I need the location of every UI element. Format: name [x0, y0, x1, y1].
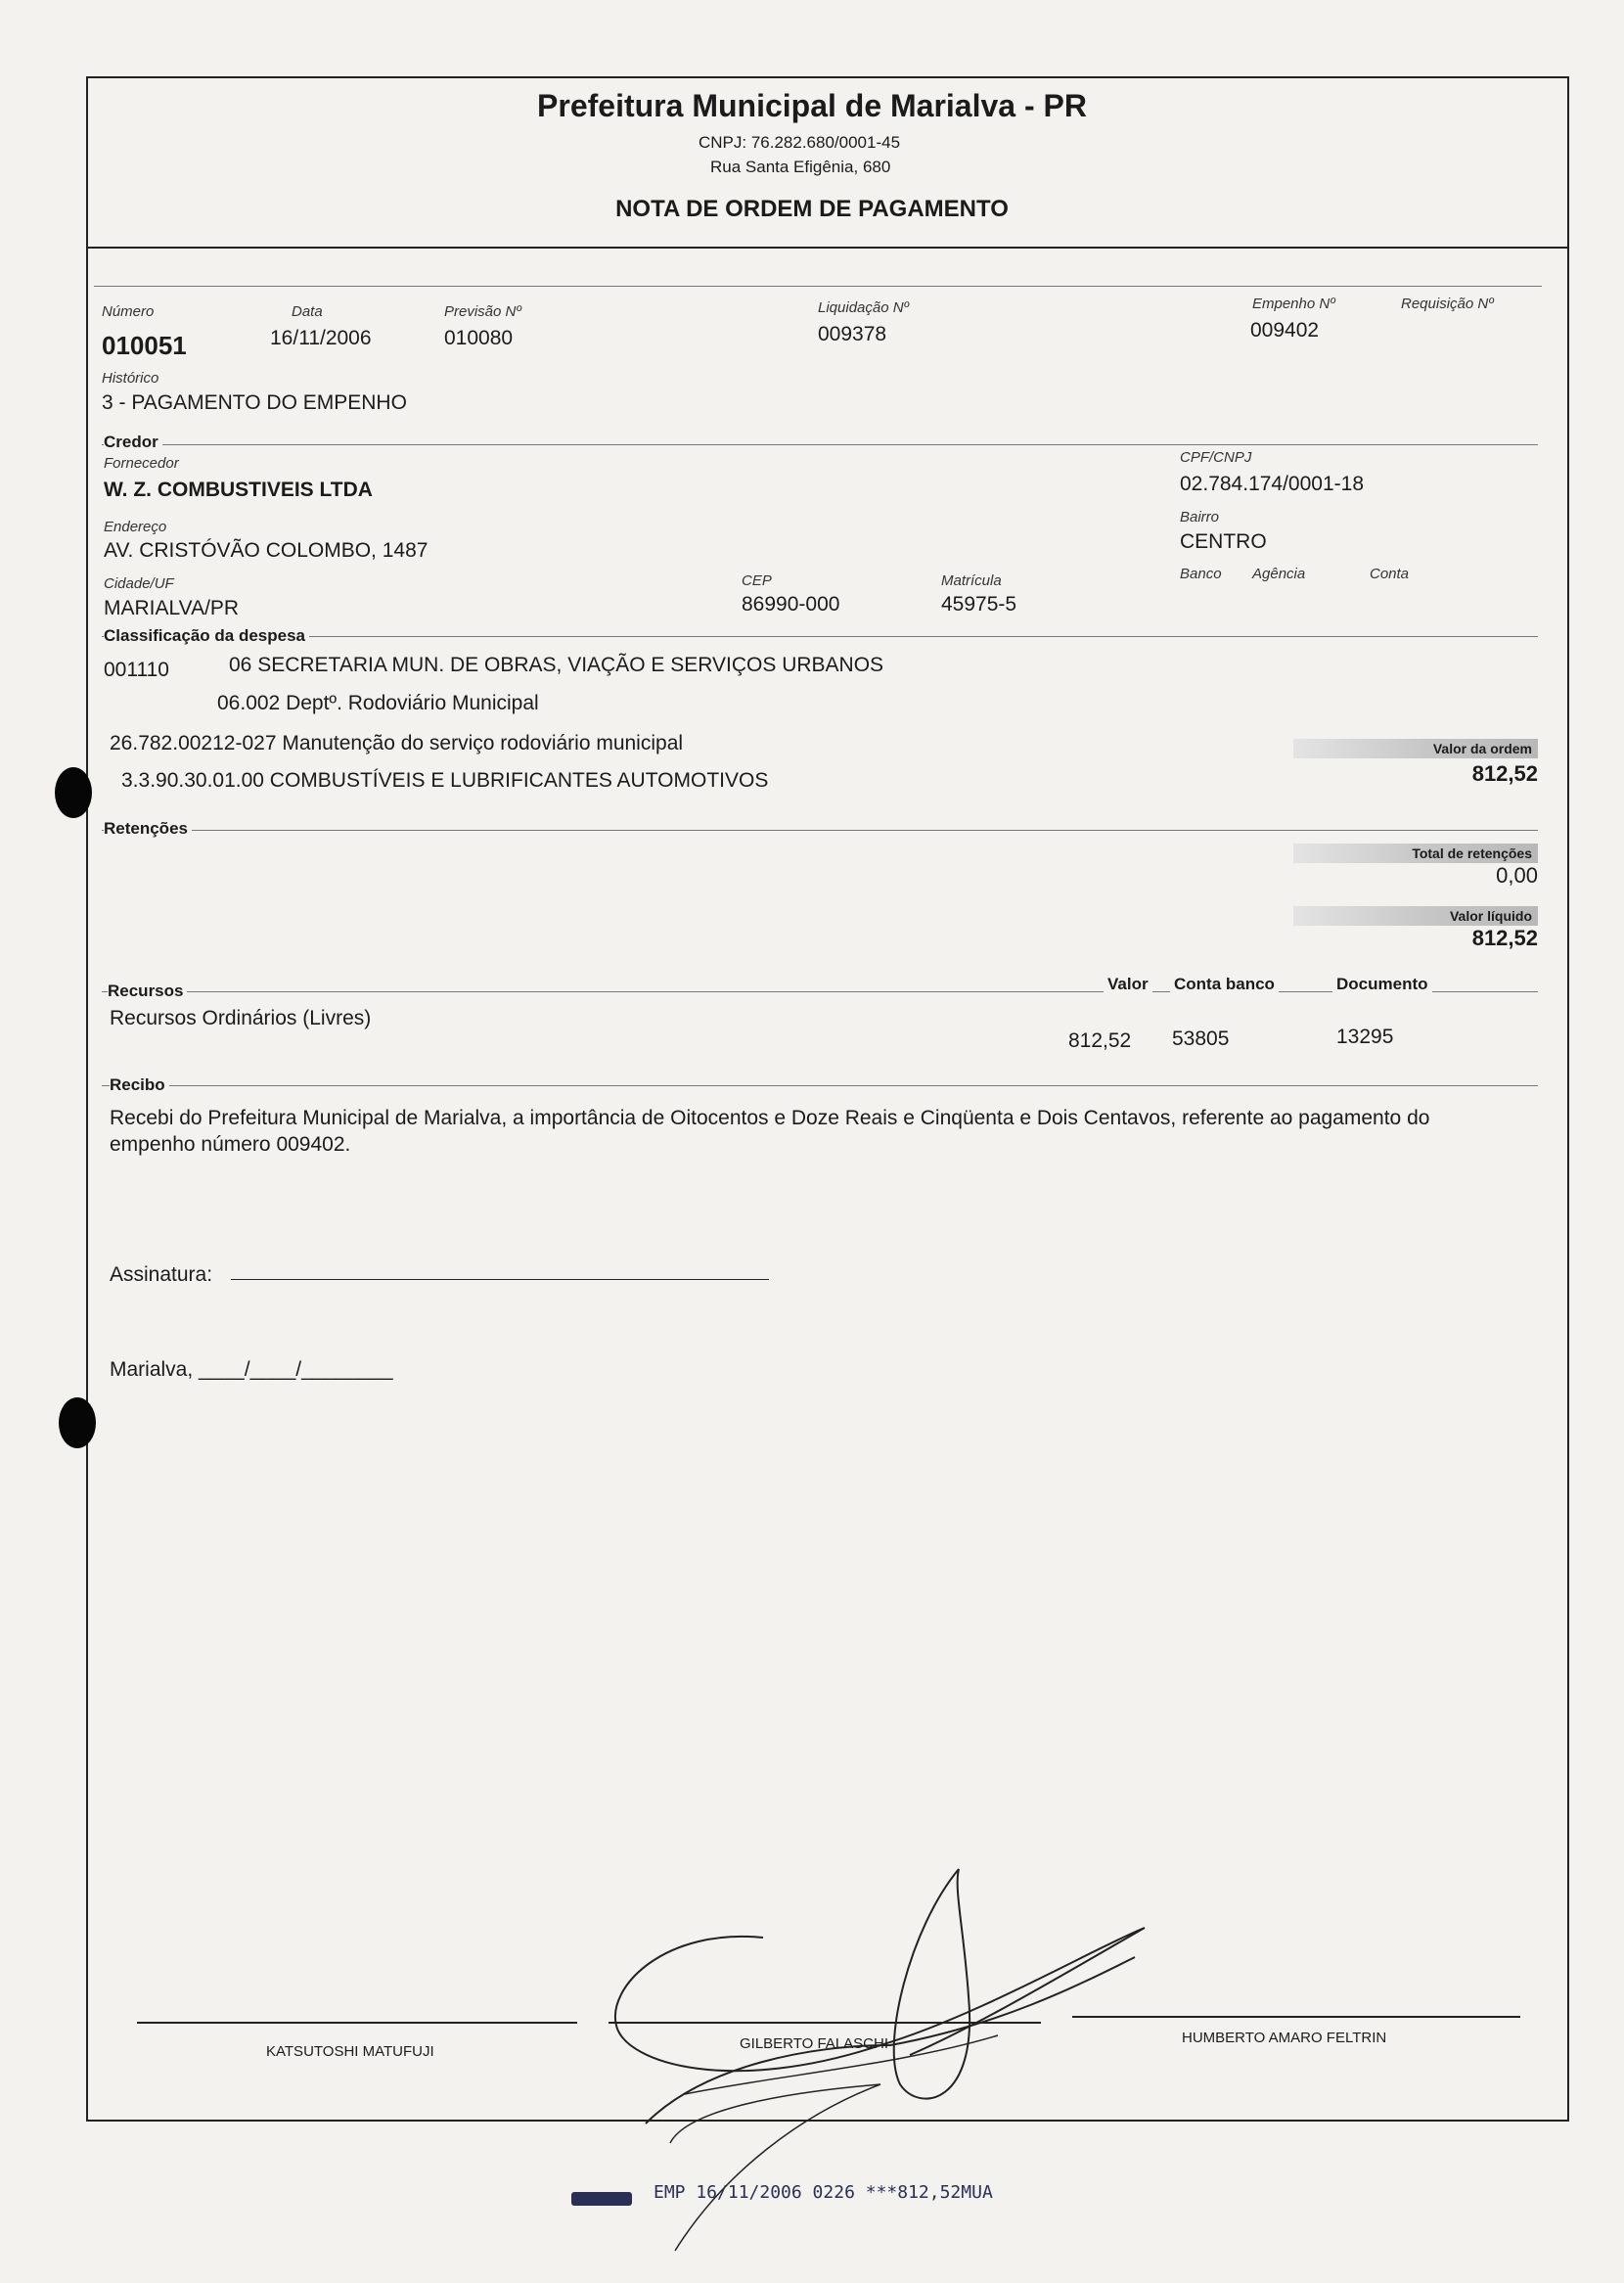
historico-value: 3 - PAGAMENTO DO EMPENHO	[102, 391, 407, 414]
signer-2: GILBERTO FALASCHI	[740, 2035, 888, 2052]
bairro-value: CENTRO	[1180, 530, 1267, 553]
signature-line-2	[609, 2022, 1041, 2024]
dept-text: 06.002 Deptº. Rodoviário Municipal	[217, 692, 539, 714]
fornecedor-label: Fornecedor	[104, 455, 179, 472]
signature-line-1	[137, 2022, 577, 2024]
data-label: Data	[292, 303, 323, 320]
assinatura-line	[231, 1279, 769, 1280]
endereco-value: AV. CRISTÓVÃO COLOMBO, 1487	[104, 539, 429, 562]
info-top-rule	[94, 286, 1542, 287]
secretaria-text: 06 SECRETARIA MUN. DE OBRAS, VIAÇÃO E SERVIÇOS URBANOS	[229, 654, 884, 676]
cpf-label: CPF/CNPJ	[1180, 449, 1252, 466]
cidade-label: Cidade/UF	[104, 575, 174, 592]
valor-ordem-value: 812,52	[1471, 761, 1538, 786]
bairro-label: Bairro	[1180, 509, 1220, 525]
credor-section: Credor	[104, 433, 162, 452]
punch-hole-bottom	[59, 1397, 96, 1448]
punch-hole-top	[55, 767, 92, 818]
matricula-label: Matrícula	[941, 572, 1002, 589]
signer-3: HUMBERTO AMARO FELTRIN	[1182, 2030, 1387, 2046]
matricula-value: 45975-5	[941, 593, 1017, 616]
empenho-label: Empenho Nº	[1252, 296, 1335, 312]
valor-liquido-value: 812,52	[1471, 926, 1538, 950]
recursos-valor-label: Valor	[1104, 975, 1152, 994]
endereco-label: Endereço	[104, 519, 167, 535]
cidade-value: MARIALVA/PR	[104, 597, 240, 619]
municipality-title: Prefeitura Municipal de Marialva - PR	[537, 88, 1087, 123]
numero-label: Número	[102, 303, 155, 320]
document-title: NOTA DE ORDEM DE PAGAMENTO	[615, 196, 1009, 222]
empenho-value: 009402	[1250, 319, 1320, 342]
recursos-conta-label: Conta banco	[1170, 975, 1279, 994]
previsao-label: Previsão Nº	[444, 303, 521, 320]
total-retencoes-value: 0,00	[1496, 863, 1538, 888]
assinatura-label: Assinatura:	[110, 1263, 213, 1286]
previsao-value: 010080	[444, 327, 514, 349]
recursos-documento-label: Documento	[1332, 975, 1432, 994]
elemento-text: 3.3.90.30.01.00 COMBUSTÍVEIS E LUBRIFICANTES AUTOMOTIVOS	[121, 769, 769, 792]
retencoes-section: Retenções	[104, 819, 192, 839]
recibo-section: Recibo	[110, 1075, 169, 1095]
recursos-documento: 13295	[1336, 1026, 1394, 1048]
liquidacao-label: Liquidação Nº	[818, 299, 910, 316]
total-retencoes-label: Total de retenções	[1293, 844, 1538, 863]
recibo-line2: empenho número 009402.	[110, 1133, 351, 1156]
cnpj-text: CNPJ: 76.282.680/0001-45	[699, 133, 901, 152]
classificacao-rule	[102, 636, 1538, 637]
recursos-conta: 53805	[1172, 1027, 1230, 1050]
signature-line-3	[1072, 2016, 1520, 2018]
cep-value: 86990-000	[742, 593, 840, 616]
address-text: Rua Santa Efigênia, 680	[710, 158, 891, 176]
classificacao-section: Classificação da despesa	[104, 626, 309, 646]
recursos-descricao: Recursos Ordinários (Livres)	[110, 1007, 372, 1029]
data-value: 16/11/2006	[270, 327, 372, 349]
signer-1: KATSUTOSHI MATUFUJI	[266, 2043, 434, 2060]
cep-label: CEP	[742, 572, 772, 589]
credor-rule	[102, 444, 1538, 445]
numero-value: 010051	[102, 331, 187, 360]
payment-stamp: EMP 16/11/2006 0226 ***812,52MUA	[654, 2182, 993, 2203]
signature-scribble	[587, 1849, 1194, 2280]
recibo-line1: Recebi do Prefeitura Municipal de Marialva, a importância de Oitocentos e Doze Reais e Cinqüenta e Dois Centavos, referente ao pagamento do	[110, 1107, 1430, 1129]
retencoes-rule	[102, 830, 1538, 831]
recibo-rule	[102, 1085, 1538, 1086]
header-divider	[86, 247, 1567, 249]
valor-ordem-label: Valor da ordem	[1293, 739, 1538, 758]
banco-label: Banco	[1180, 566, 1222, 582]
cpf-value: 02.784.174/0001-18	[1180, 473, 1365, 495]
valor-liquido-label: Valor líquido	[1293, 906, 1538, 926]
classificacao-code: 001110	[104, 659, 169, 681]
document-frame	[86, 76, 1569, 2122]
recursos-section: Recursos	[108, 982, 187, 1001]
programa-text: 26.782.00212-027 Manutenção do serviço rodoviário municipal	[110, 732, 684, 754]
fornecedor-value: W. Z. COMBUSTIVEIS LTDA	[104, 479, 373, 501]
stamp-mark-icon	[571, 2192, 632, 2206]
historico-label: Histórico	[102, 370, 159, 387]
requisicao-label: Requisição Nº	[1401, 296, 1494, 312]
liquidacao-value: 009378	[818, 323, 887, 345]
recursos-rule	[102, 991, 1538, 992]
recursos-valor: 812,52	[1068, 1029, 1132, 1052]
agencia-label: Agência	[1252, 566, 1306, 582]
conta-label: Conta	[1370, 566, 1410, 582]
local-date: Marialva, ____/____/________	[110, 1358, 393, 1381]
